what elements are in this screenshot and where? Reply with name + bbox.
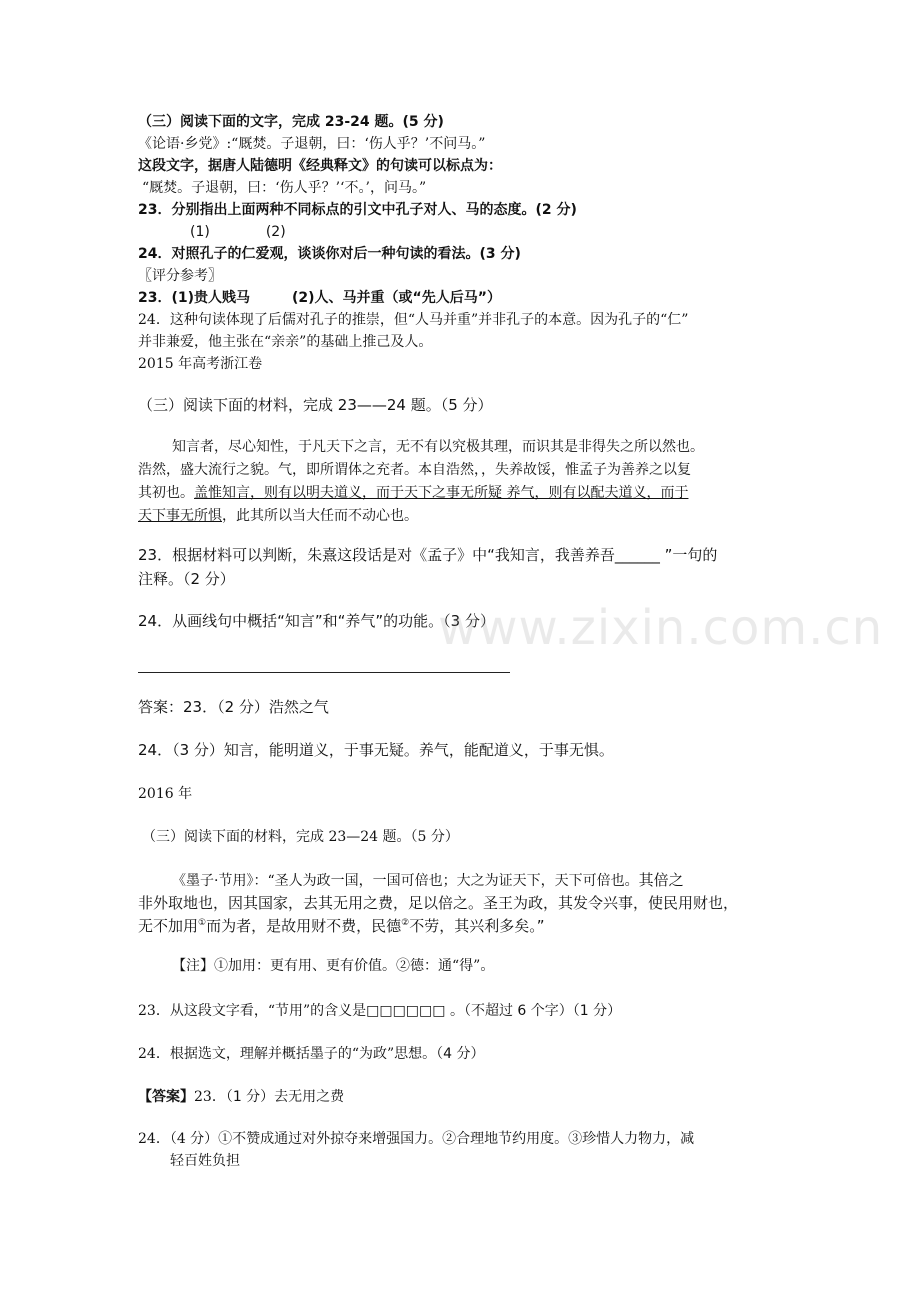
section1-answer-24-line2: 并非兼爱，他主张在“亲亲”的基础上推己及人。 [138,334,433,350]
section3-answer-24-line2: 轻百姓负担 [170,1153,240,1169]
section3-question-23 [138,1001,621,1020]
section1-quote: 《论语·乡党》:“厩焚。子退朝，曰：‘伤人乎？’不问马。” [138,136,486,152]
section3-answer-23 [138,1087,344,1106]
section2-question-24: 24．从画线句中概括“知言”和“养气”的功能。（3 分） [138,612,495,630]
section3-answer-23-a: 23．（ [194,1089,233,1105]
section3-heading: （三）阅读下面的材料，完成 23—24 题。（5 分） [142,829,459,845]
section3-question-24-a: 24．根据选文，理解并概括墨子的“为政”思想。（ [138,1046,444,1062]
section3-answer-24-prefix: 24．（4 分） [138,1131,219,1147]
section2-paragraph-line2: 浩然，盛大流行之貌。气，即所谓体之充者。本自浩然，，失养故馁，惟孟子为善养之以复 [138,462,691,478]
section1-answer-24-line1: 24．这种句读体现了后儒对孔子的推崇，但“人马并重”并非孔子的本意。因为孔子的“仁” [138,312,689,328]
section2-paragraph-line4-plain: ，此其所以当大任而不动心也。 [222,508,418,524]
section3-passage-line3-c: 不劳，其兴利多矣。” [409,917,545,935]
section2-paragraph-line4 [138,508,418,525]
section1-reference-label: 〖评分参考〗 [138,268,222,284]
section2-question-23-line2: 注释。（2 分） [138,570,235,588]
section3-passage-line1-sans: 其倍之 [638,871,684,889]
section3-question-24-b: 4 分） [443,1046,485,1062]
section3-passage-line3-a: 无不加用 [138,917,199,935]
section2-answer-23: 答案：23．（2 分）浩然之气 [138,698,329,716]
section2-heading: （三）阅读下面的材料，完成 23——24 题。（5 分） [138,396,493,414]
section2-underlined-sentence-part1: 盖惟知言，则有以明夫道义，而于天下之事无所疑 养气，则有以配夫道义，而于 [194,485,689,501]
section2-answer-24: 24．（3 分）知言，能明道义，于事无疑。养气，能配道义，于事无惧。 [138,741,614,759]
section3-answer-label: 【答案】 [138,1089,194,1105]
section3-answer-23-b: 1 分）去无用之费 [232,1089,345,1105]
section3-passage-line1-serif: 《墨子·节用》：“圣人为政一国，一国可倍也；大之为证天下，天下可倍也。 [172,873,639,889]
section2-paragraph-line3-plain: 其初也。 [138,485,194,501]
section3-note: 【注】①加用：更有用、更有价值。②德：通“得”。 [172,958,495,974]
section1-source: 2015 年高考浙江卷 [138,356,263,372]
section1-alt-quote: “厩焚。子退朝，曰：‘伤人乎？’‘不。’，问马。” [142,180,427,196]
section2-question-23-line1: 23．根据材料可以判断，朱熹这段话是对《孟子》中“我知言，我善养吾______ ”一句的 [138,546,718,564]
section3-passage-line1 [172,871,684,890]
section3-year: 2016 年 [138,786,193,802]
answer-divider-line [138,672,510,673]
section1-answer-23: 23．(1)贵人贱马 (2)人、马并重（或“先人后马”） [138,290,501,306]
section1-question-24: 24．对照孔子的仁爱观，谈谈你对后一种句读的看法。(3 分) [138,246,521,262]
footnote-marker-1: ① [198,918,207,928]
section3-question-24 [138,1044,485,1063]
section1-question-23: 23．分别指出上面两种不同标点的引文中孔子对人、马的态度。(2 分) [138,202,577,218]
section2-underlined-sentence-part2: 天下事无所惧 [138,508,222,524]
section3-passage-line3 [138,917,544,935]
section3-answer-24-text: ①不赞成通过对外掠夺来增强国力。②合理地节约用度。③珍惜人力物力，减 [218,1131,695,1147]
section2-paragraph-line3 [138,485,688,502]
section3-passage-line2: 非外取地也，因其国家，去其无用之费，足以倍之。圣王为政，其发令兴事，使民用财也， [138,894,739,912]
section1-question-23-blanks: (1) (2) [190,224,286,240]
watermark-text: www.zixin.com.cn [438,600,884,656]
section3-question-23-a: 23．从这段文字看，“节用”的含义是□□□□□□ 。（不超过 [138,1003,518,1019]
section1-heading: （三）阅读下面的文字，完成 23-24 题。(5 分) [138,114,444,130]
section3-answer-24-line1 [138,1131,694,1148]
section3-question-23-b: 6 个字）（1 分） [517,1003,622,1019]
section3-passage-line3-b: 而为者，是故用财不费，民德 [206,917,402,935]
footnote-marker-2: ② [401,918,410,928]
section2-paragraph-line1: 知言者，尽心知性，于凡天下之言，无不有以究极其理，而识其是非得失之所以然也。 [172,439,704,455]
section1-intro: 这段文字，据唐人陆德明《经典释文》的句读可以标点为： [138,158,502,174]
